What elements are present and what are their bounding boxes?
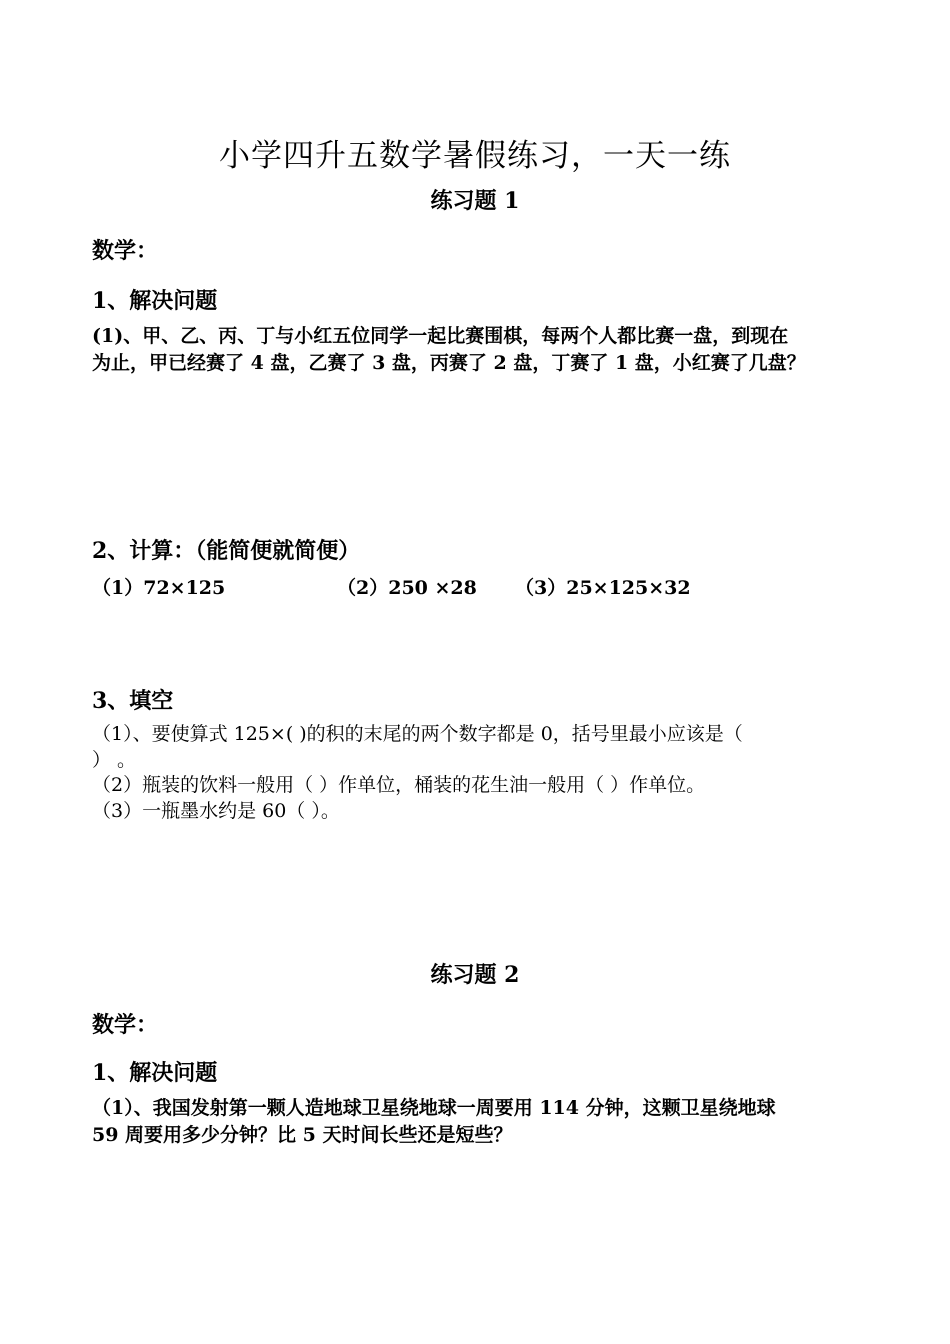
fill-question-3: （3）一瓶墨水约是 60（ ）。 — [92, 800, 340, 822]
exercise-2-question-1-line-1: （1）、我国发射第一颗人造地球卫星绕地球一周要用 114 分钟，这颗卫星绕地球 — [92, 1097, 776, 1119]
fill-question-1-line-2: ） 。 — [92, 749, 137, 771]
document-title: 小学四升五数学暑假练习，一天一练 — [219, 138, 731, 174]
exercise-1-section-3-title: 3、填空 — [92, 688, 174, 714]
exercise-1-question-1-line-2: 为止，甲已经赛了 4 盘，乙赛了 3 盘，丙赛了 2 盘，丁赛了 1 盘，小红赛了几盘？ — [92, 352, 806, 374]
fill-question-2: （2）瓶装的饮料一般用（ ）作单位，桶装的花生油一般用（ ）作单位。 — [92, 774, 706, 796]
exercise-1-heading: 练习题 1 — [430, 188, 520, 214]
calc-item-2: （2）250 ×28 — [337, 577, 477, 599]
exercise-2-question-1-line-2: 59 周要用多少分钟？比 5 天时间长些还是短些？ — [92, 1124, 513, 1146]
exercise-2-heading: 练习题 2 — [430, 962, 520, 988]
calc-item-3: （3）25×125×32 — [515, 577, 691, 599]
exercise-1-question-1-line-1: (1)、甲、乙、丙、丁与小红五位同学一起比赛围棋，每两个人都比赛一盘，到现在 — [92, 325, 789, 347]
calc-item-1: （1）72×125 — [92, 577, 226, 599]
exercise-1-section-1-title: 1、解决问题 — [92, 288, 218, 314]
exercise-2-section-1-title: 1、解决问题 — [92, 1060, 218, 1086]
exercise-2-subject: 数学： — [92, 1012, 159, 1038]
exercise-1-subject: 数学： — [92, 238, 159, 264]
exercise-1-section-2-title: 2、计算：（能简便就简便） — [92, 538, 361, 564]
fill-question-1-line-1: （1）、要使算式 125×( )的积的末尾的两个数字都是 0，括号里最小应该是（ — [92, 723, 743, 745]
